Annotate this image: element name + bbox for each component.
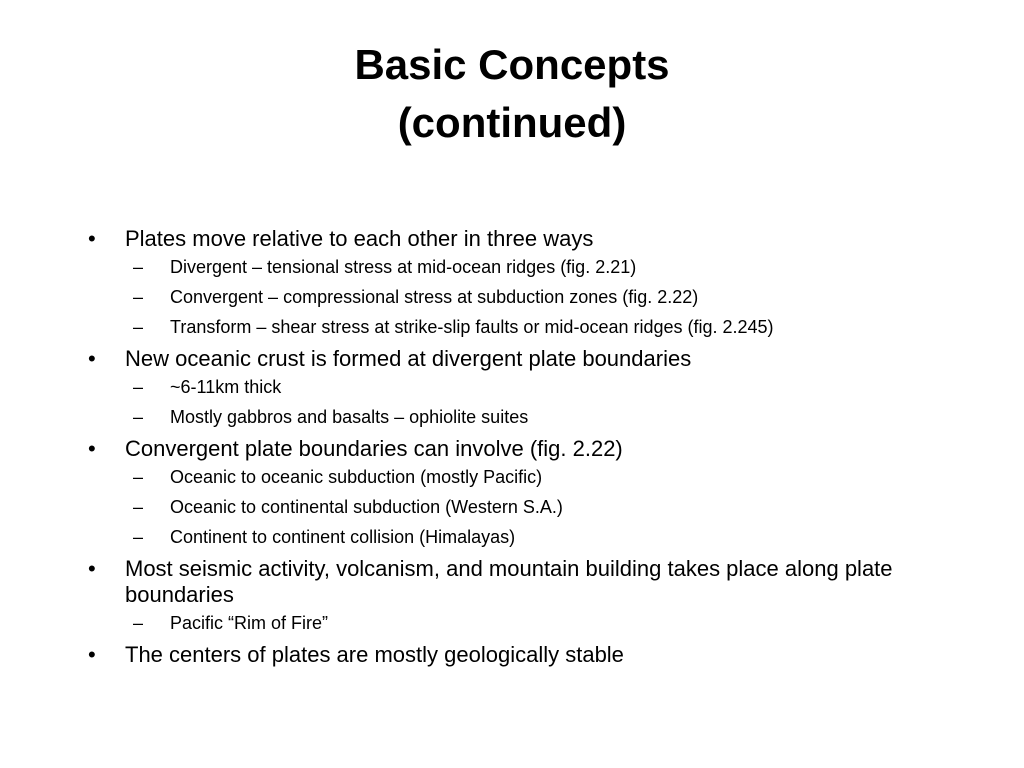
bullet-text: New oceanic crust is formed at divergent plate boundaries bbox=[125, 346, 692, 371]
bullet-item bbox=[88, 556, 918, 634]
bullet-item bbox=[88, 642, 918, 668]
bullet-text: Most seismic activity, volcanism, and mountain building takes place along plate boundaries bbox=[125, 556, 893, 607]
sub-list bbox=[133, 376, 918, 428]
sub-item: – Convergent – compressional stress at subduction zones (fig. 2.22) bbox=[133, 286, 918, 308]
sub-item: – Transform – shear stress at strike-slip faults or mid-ocean ridges (fig. 2.245) bbox=[133, 316, 918, 338]
bullet-item bbox=[88, 226, 918, 338]
title-line-2: (continued) bbox=[397, 99, 627, 146]
title-line-1: Basic Concepts bbox=[354, 41, 670, 88]
sub-list bbox=[133, 256, 918, 338]
sub-item: – Pacific “Rim of Fire” bbox=[133, 612, 918, 634]
sub-item: – Divergent – tensional stress at mid-ocean ridges (fig. 2.21) bbox=[133, 256, 918, 278]
bullet-item bbox=[88, 346, 918, 428]
sub-item: – Continent to continent collision (Himalayas) bbox=[133, 526, 918, 548]
slide-body bbox=[88, 222, 918, 668]
bullet-text: Convergent plate boundaries can involve (fig. 2.22) bbox=[125, 436, 623, 461]
slide-title bbox=[0, 36, 1024, 152]
bullet-text: The centers of plates are mostly geologically stable bbox=[125, 642, 624, 667]
sub-item: – ~6-11km thick bbox=[133, 376, 918, 398]
bullet-item bbox=[88, 436, 918, 548]
sub-list bbox=[133, 466, 918, 548]
sub-item: – Mostly gabbros and basalts – ophiolite suites bbox=[133, 406, 918, 428]
bullet-text: Plates move relative to each other in three ways bbox=[125, 226, 594, 251]
sub-item: – Oceanic to continental subduction (Western S.A.) bbox=[133, 496, 918, 518]
sub-item: – Oceanic to oceanic subduction (mostly Pacific) bbox=[133, 466, 918, 488]
sub-list bbox=[133, 612, 918, 634]
